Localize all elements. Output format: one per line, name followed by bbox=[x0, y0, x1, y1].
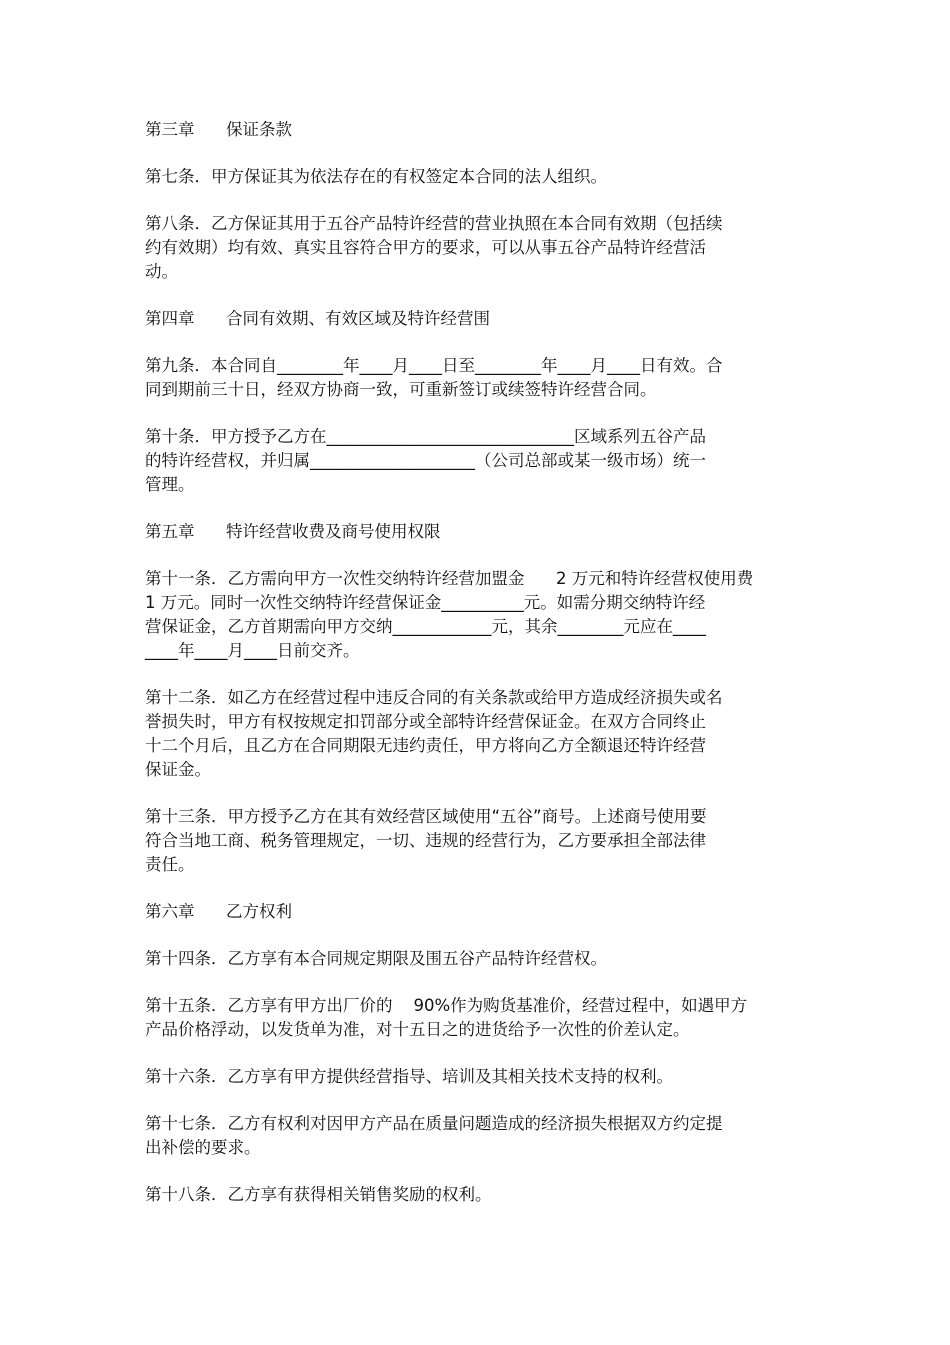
article-14 bbox=[145, 947, 795, 971]
article-15 bbox=[145, 994, 795, 1042]
article-13 bbox=[145, 805, 795, 877]
text-line: 第十四条．乙方享有本合同规定期限及围五谷产品特许经营权。 bbox=[145, 949, 607, 968]
text-line: 动。 bbox=[145, 262, 178, 281]
text-line: 第十二条．如乙方在经营过程中违反合同的有关条款或给甲方造成经济损失或名 bbox=[145, 688, 723, 707]
text-line: 第十条．甲方授予乙方在______________________________区域系列五谷产品 bbox=[145, 427, 706, 446]
text-line: 第八条．乙方保证其用于五谷产品特许经营的营业执照在本合同有效期（包括续 bbox=[145, 214, 723, 233]
article-17 bbox=[145, 1112, 795, 1160]
text-line: 第十三条．甲方授予乙方在其有效经营区域使用“五谷”商号。上述商号使用要 bbox=[145, 807, 707, 826]
text-line: 1 万元。同时一次性交纳特许经营保证金__________元。如需分期交纳特许经 bbox=[145, 593, 706, 612]
article-10 bbox=[145, 425, 795, 497]
text-line: 第十七条．乙方有权利对因甲方产品在质量问题造成的经济损失根据双方约定提 bbox=[145, 1114, 723, 1133]
chapter-heading bbox=[145, 900, 795, 924]
article-18 bbox=[145, 1183, 795, 1207]
text-line: 出补偿的要求。 bbox=[145, 1138, 261, 1157]
text-line: 第十五条．乙方享有甲方出厂价的 90%作为购货基准价，经营过程中，如遇甲方 bbox=[145, 996, 748, 1015]
text-line: 第六章 乙方权利 bbox=[145, 902, 292, 921]
text-line: 第十六条．乙方享有甲方提供经营指导、培训及其相关技术支持的权利。 bbox=[145, 1067, 673, 1086]
text-line: 第三章 保证条款 bbox=[145, 120, 292, 139]
text-line: 第四章 合同有效期、有效区域及特许经营围 bbox=[145, 309, 490, 328]
text-line: 责任。 bbox=[145, 855, 195, 874]
article-16 bbox=[145, 1065, 795, 1089]
text-line: 同到期前三十日，经双方协商一致，可重新签订或续签特许经营合同。 bbox=[145, 380, 657, 399]
article-11 bbox=[145, 567, 795, 663]
text-line: 营保证金，乙方首期需向甲方交纳____________元，其余________元应在____ bbox=[145, 617, 706, 636]
text-line: 产品价格浮动，以发货单为准，对十五日之的进货给予一次性的价差认定。 bbox=[145, 1020, 690, 1039]
text-line: 的特许经营权，并归属____________________（公司总部或某一级市场）统一 bbox=[145, 451, 706, 470]
text-line: 誉损失时，甲方有权按规定扣罚部分或全部特许经营保证金。在双方合同终止 bbox=[145, 712, 706, 731]
text-line: 十二个月后，且乙方在合同期限无违约责任，甲方将向乙方全额退还特许经营 bbox=[145, 736, 706, 755]
text-line: 约有效期）均有效、真实且容符合甲方的要求，可以从事五谷产品特许经营活 bbox=[145, 238, 706, 257]
text-line: 符合当地工商、税务管理规定，一切、违规的经营行为，乙方要承担全部法律 bbox=[145, 831, 706, 850]
chapter-heading bbox=[145, 307, 795, 331]
text-line: 第七条．甲方保证其为依法存在的有权签定本合同的法人组织。 bbox=[145, 167, 607, 186]
text-line: ____年____月____日前交齐。 bbox=[145, 641, 360, 660]
text-line: 第五章 特许经营收费及商号使用权限 bbox=[145, 522, 441, 541]
article-7 bbox=[145, 165, 795, 189]
text-line: 管理。 bbox=[145, 475, 195, 494]
text-line: 第十一条．乙方需向甲方一次性交纳特许经营加盟金 2 万元和特许经营权使用费 bbox=[145, 569, 754, 588]
text-line: 第十八条．乙方享有获得相关销售奖励的权利。 bbox=[145, 1185, 492, 1204]
article-12 bbox=[145, 686, 795, 782]
document-body bbox=[145, 118, 795, 1207]
text-line: 第九条．本合同自________年____月____日至________年____月____日有效。合 bbox=[145, 356, 723, 375]
article-9 bbox=[145, 354, 795, 402]
chapter-heading bbox=[145, 520, 795, 544]
chapter-heading bbox=[145, 118, 795, 142]
text-line: 保证金。 bbox=[145, 760, 211, 779]
article-8 bbox=[145, 212, 795, 284]
